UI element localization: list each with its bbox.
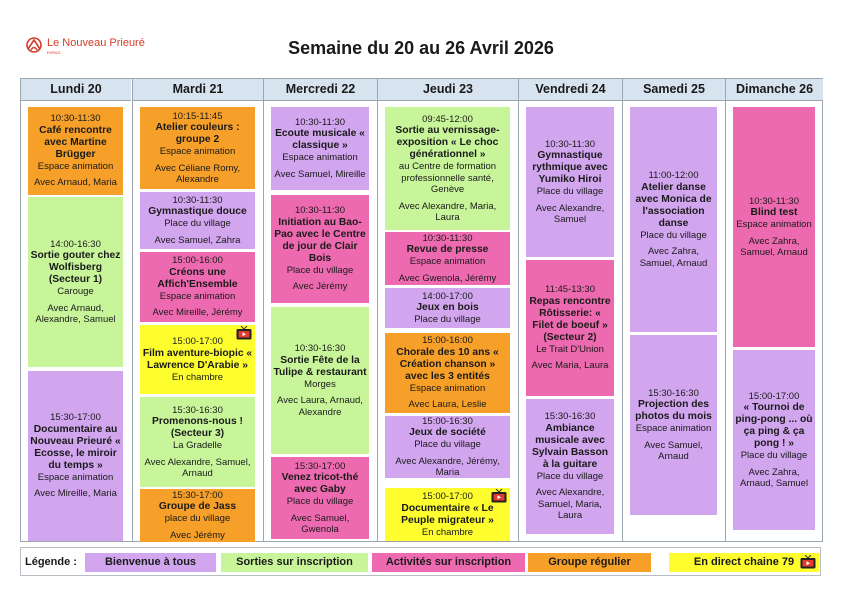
event-time: 15:30-17:00 bbox=[294, 460, 346, 472]
legend-label: Légende : bbox=[25, 556, 77, 568]
event-time: 14:00-16:30 bbox=[50, 238, 101, 250]
event-staff: Avec Samuel, Zahra bbox=[154, 234, 241, 246]
event-time: 11:00-12:00 bbox=[648, 170, 699, 181]
tv-icon bbox=[236, 326, 252, 340]
event-title: Blind test bbox=[750, 207, 798, 218]
day-column bbox=[725, 79, 823, 541]
event-title: Documentaire « Le Peuple migrateur » bbox=[401, 502, 494, 526]
day-header: Vendredi 24 bbox=[519, 79, 622, 101]
legend-item-label: Bienvenue à tous bbox=[104, 556, 197, 568]
event-card[interactable] bbox=[28, 107, 123, 195]
event-title: Créons une Affich'Ensemble bbox=[157, 266, 238, 290]
event-card[interactable] bbox=[28, 371, 123, 541]
event-title: Sortie Fête de la Tulipe & restaurant bbox=[273, 354, 367, 378]
event-staff: Avec Zahra, Samuel, Arnaud bbox=[639, 246, 708, 269]
event-title: Jeux de société bbox=[409, 427, 486, 438]
event-title: Chorale des 10 ans « Création chanson » avec les 3 entités bbox=[396, 346, 499, 382]
event-title: Projection des photos du mois bbox=[635, 399, 712, 422]
event-time: 15:00-17:00 bbox=[748, 390, 800, 402]
event-title: Sortie au vernissage-exposition « Le choc générationnel » bbox=[395, 125, 500, 160]
event-staff: Avec Alexandre, Jérémy, Maria bbox=[395, 455, 500, 478]
brand-name: Le Nouveau Prieuré bbox=[47, 37, 145, 49]
event-card[interactable] bbox=[630, 107, 717, 332]
event-title: Atelier danse avec Monica de l'association danse bbox=[635, 181, 712, 229]
day-header: Mercredi 22 bbox=[264, 79, 377, 101]
event-card[interactable] bbox=[526, 399, 614, 534]
event-place: Place du village bbox=[640, 229, 707, 241]
legend-item-sorties bbox=[221, 553, 368, 572]
event-title: Film aventure-biopic « Lawrence D'Arabie » bbox=[142, 347, 253, 371]
event-place: En chambre bbox=[171, 371, 224, 383]
event-time: 09:45-12:00 bbox=[422, 113, 473, 125]
event-place: La Gradelle bbox=[172, 440, 223, 451]
event-staff: Avec Céliane Romy, Alexandre bbox=[154, 162, 241, 185]
event-place: Place du village bbox=[286, 264, 354, 276]
legend-item-label: Activités sur inscription bbox=[385, 556, 512, 568]
event-title: Ambiance musicale avec Sylvain Basson à la guitare bbox=[531, 422, 609, 470]
event-staff: Avec Laura, Leslie bbox=[408, 399, 487, 411]
event-time: 11:45-13:30 bbox=[544, 284, 595, 296]
event-place: Espace animation bbox=[409, 256, 486, 268]
page-title: Semaine du 20 au 26 Avril 2026 bbox=[288, 38, 554, 58]
event-place: Espace animation bbox=[282, 152, 358, 164]
event-staff: Avec Maria, Laura bbox=[531, 360, 609, 372]
day-header: Dimanche 26 bbox=[726, 79, 823, 101]
event-card[interactable] bbox=[385, 232, 510, 285]
event-card[interactable] bbox=[28, 197, 123, 367]
event-time: 10:30-16:30 bbox=[294, 343, 346, 354]
event-staff: Avec Laura, Arnaud, Alexandre bbox=[277, 395, 363, 418]
event-staff: Avec Samuel, Arnaud bbox=[644, 439, 703, 462]
event-card[interactable] bbox=[385, 416, 510, 478]
event-time: 15:00-17:00 bbox=[172, 336, 223, 347]
event-staff: Avec Samuel, Gwenola bbox=[290, 512, 350, 535]
event-staff: Avec Gwenola, Jérémy bbox=[398, 272, 497, 284]
event-card[interactable] bbox=[630, 335, 717, 515]
event-title: « Tournoi de ping-pong ... où ça ping & ça pong ! » bbox=[735, 402, 813, 449]
event-place: Espace animation bbox=[159, 290, 236, 302]
event-staff: Avec Zahra, Samuel, Arnaud bbox=[740, 235, 808, 258]
event-card[interactable] bbox=[140, 107, 255, 189]
event-time: 15:30-16:30 bbox=[544, 411, 596, 423]
event-title: Café rencontre avec Martine Brügger bbox=[39, 124, 112, 160]
event-title: Documentaire au Nouveau Prieuré « Ecosse, le miroir du temps » bbox=[30, 423, 121, 471]
legend-item-label: Sorties sur inscription bbox=[236, 556, 353, 568]
event-time: 15:00-16:00 bbox=[422, 335, 473, 347]
legend-item-activites bbox=[372, 553, 525, 572]
event-card[interactable] bbox=[271, 307, 369, 454]
event-card[interactable] bbox=[733, 350, 815, 530]
event-place: Espace animation bbox=[635, 423, 712, 434]
event-card[interactable] bbox=[271, 107, 369, 190]
event-place: Espace animation bbox=[37, 471, 114, 483]
event-time: 15:00-16:00 bbox=[172, 255, 223, 267]
day-column bbox=[21, 79, 131, 541]
event-place: En chambre bbox=[421, 526, 474, 538]
event-title: Promenons-nous ! (Secteur 3) bbox=[152, 416, 243, 439]
event-card[interactable] bbox=[140, 252, 255, 322]
event-staff: Avec Samuel, Mireille bbox=[274, 168, 366, 180]
event-staff: Avec Mireille, Jérémy bbox=[152, 307, 243, 319]
event-title: Venez tricot-thé avec Gaby bbox=[281, 472, 359, 495]
event-time: 10:15-11:45 bbox=[172, 110, 223, 122]
event-place: Place du village bbox=[536, 470, 604, 482]
event-time: 15:30-17:00 bbox=[172, 489, 223, 501]
event-time: 10:30-11:30 bbox=[748, 195, 799, 207]
event-staff: Avec Alexandre, Maria, Laura bbox=[398, 200, 497, 223]
event-card[interactable] bbox=[140, 325, 255, 394]
event-title: Groupe de Jass bbox=[158, 501, 237, 513]
event-staff: Avec Zahra, Arnaud, Samuel bbox=[739, 466, 809, 489]
event-card[interactable] bbox=[271, 195, 369, 303]
event-title: Jeux en bois bbox=[416, 302, 479, 313]
event-title: Ecoute musicale « classique » bbox=[275, 128, 365, 152]
legend-item-label: En direct chaine 79 bbox=[693, 556, 795, 568]
event-time: 10:30-11:30 bbox=[422, 232, 473, 244]
event-place: Place du village bbox=[740, 450, 808, 461]
brand-tagline: EHPAD bbox=[47, 50, 61, 55]
event-card[interactable] bbox=[526, 260, 614, 396]
event-title: Repas rencontre Rôtisserie: « Filet de boeuf » (Secteur 2) bbox=[529, 295, 611, 343]
event-place: au Centre de formation professionnelle santé, Genève bbox=[398, 161, 497, 195]
event-time: 15:30-16:30 bbox=[648, 387, 699, 399]
day-header: Samedi 25 bbox=[623, 79, 725, 101]
event-staff: Avec Jérémy bbox=[292, 281, 348, 293]
tv-icon bbox=[800, 555, 816, 569]
event-staff: Avec Mireille, Maria bbox=[34, 488, 117, 500]
event-card[interactable] bbox=[526, 107, 614, 257]
event-title: Revue de presse bbox=[406, 244, 489, 256]
event-time: 10:30-11:30 bbox=[172, 194, 223, 206]
event-place: Espace animation bbox=[37, 160, 114, 172]
event-place: Le Trait D'Union bbox=[536, 343, 604, 355]
event-place: place du village bbox=[164, 513, 231, 525]
event-time: 15:00-16:30 bbox=[422, 416, 473, 427]
event-place: Carouge bbox=[57, 286, 94, 297]
event-time: 10:30-11:30 bbox=[294, 205, 345, 217]
legend-item-bienvenue bbox=[85, 553, 216, 572]
day-header: Jeudi 23 bbox=[378, 79, 518, 101]
event-time: 15:00-17:00 bbox=[422, 491, 473, 502]
event-card[interactable] bbox=[385, 288, 510, 328]
event-staff: Avec Jérémy bbox=[170, 529, 225, 541]
event-place: Place du village bbox=[286, 496, 354, 507]
event-card[interactable] bbox=[271, 457, 369, 539]
legend-item-groupe bbox=[528, 553, 651, 572]
legend-item-label: Groupe régulier bbox=[548, 556, 631, 568]
event-staff: Avec Arnaud, Maria bbox=[34, 177, 117, 189]
day-column bbox=[377, 79, 518, 541]
day-column bbox=[132, 79, 263, 541]
event-card[interactable] bbox=[140, 489, 255, 542]
event-card[interactable] bbox=[140, 192, 255, 249]
day-header: Lundi 20 bbox=[21, 79, 131, 101]
event-place: Place du village bbox=[164, 218, 231, 230]
event-time: 15:30-17:00 bbox=[50, 412, 101, 424]
event-title: Gymnastique douce bbox=[148, 206, 247, 218]
event-title: Sortie gouter chez Wolfisberg (Secteur 1) bbox=[30, 250, 121, 285]
event-card[interactable] bbox=[385, 107, 510, 230]
day-column bbox=[518, 79, 622, 541]
event-place: Espace animation bbox=[736, 219, 812, 230]
event-title: Atelier couleurs : groupe 2 bbox=[155, 122, 240, 145]
event-staff: Avec Alexandre, Samuel, Maria, Laura bbox=[535, 487, 605, 522]
event-staff: Avec Alexandre, Samuel, Arnaud bbox=[144, 456, 251, 479]
event-staff: Avec Alexandre, Samuel bbox=[535, 202, 605, 225]
event-place: Espace animation bbox=[159, 146, 236, 157]
event-time: 14:00-17:00 bbox=[422, 290, 473, 302]
event-title: Gymnastique rythmique avec Yumiko Hiroi bbox=[532, 150, 608, 185]
event-card[interactable] bbox=[733, 107, 815, 347]
event-staff: Avec Arnaud, Alexandre, Samuel bbox=[35, 302, 116, 325]
event-time: 10:30-11:30 bbox=[50, 113, 101, 125]
event-place: Espace animation bbox=[409, 382, 486, 394]
event-time: 15:30-16:30 bbox=[172, 404, 223, 416]
event-card[interactable] bbox=[385, 488, 510, 541]
event-place: Place du village bbox=[536, 186, 604, 197]
event-time: 10:30-11:30 bbox=[294, 116, 345, 128]
event-place: Place du village bbox=[414, 314, 481, 325]
day-column bbox=[622, 79, 725, 541]
legend bbox=[20, 547, 821, 576]
event-card[interactable] bbox=[140, 397, 255, 487]
day-header: Mardi 21 bbox=[133, 79, 263, 101]
event-time: 10:30-11:30 bbox=[544, 138, 595, 150]
event-title: Initiation au Bao-Pao avec le Centre de jour de Clair Bois bbox=[274, 216, 366, 264]
legend-item-direct bbox=[669, 553, 819, 572]
event-place: Morges bbox=[304, 378, 336, 390]
tv-icon bbox=[491, 489, 507, 503]
weekly-schedule bbox=[20, 78, 823, 542]
day-column bbox=[263, 79, 377, 541]
event-place: Place du village bbox=[414, 439, 481, 450]
event-card[interactable] bbox=[385, 333, 510, 413]
